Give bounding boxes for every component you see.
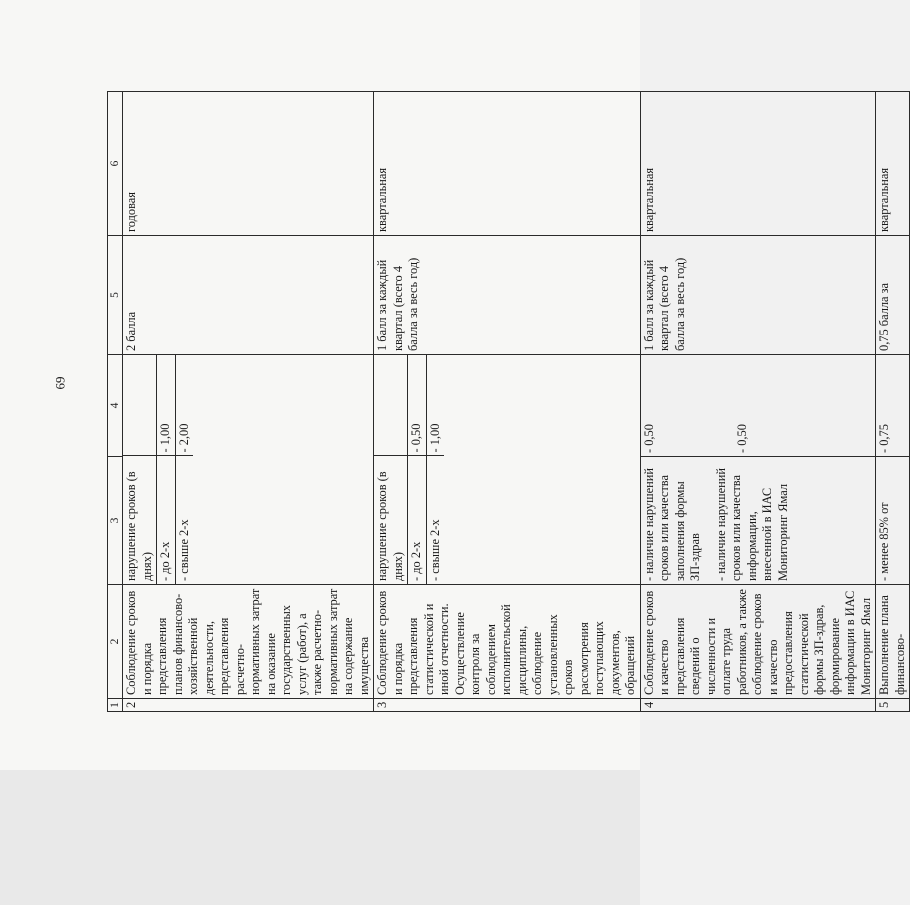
value — [374, 354, 408, 456]
score-cell: 0,75 балла за — [876, 236, 910, 355]
table-row — [123, 92, 374, 712]
table-row — [876, 92, 910, 712]
indicators-cell — [374, 355, 641, 585]
indicator: - свыше 2-х — [175, 456, 193, 584]
table-row — [374, 92, 641, 712]
score-cell: 1 балл за каждый квартал (всего 4 балла за весь год) — [374, 236, 641, 355]
period-cell: годовая — [123, 92, 374, 236]
indicators-cell — [123, 355, 374, 585]
criteria-table — [107, 91, 910, 712]
row-number: 5 — [876, 699, 910, 712]
row-number: 4 — [640, 699, 876, 712]
indicator: - наличие нарушений сроков или качества информации, внесенной в ИАС Мониторинг Ямал — [713, 467, 790, 581]
score-cell: 2 балла — [123, 236, 374, 355]
period-cell: квартальная — [640, 92, 876, 236]
header-cell: 3 — [108, 457, 123, 585]
page-number: 69 — [52, 376, 68, 390]
indicator: нарушение сроков (в днях) — [374, 456, 408, 584]
value: - 1,00 — [427, 423, 442, 453]
criterion-cell: Соблюдение сроков и порядка представления планов финансово-хозяйственной деятельности, представления расчетно-нормативных затрат на оказание государственных услуг (работ), а также расчетно-нормативных затрат на содержание имущества — [123, 585, 374, 699]
value: - 0,75 — [876, 355, 910, 457]
period-cell: квартальная — [876, 92, 910, 236]
indicator: - наличие нарушений сроков или качества заполнения формы ЗП-здрав — [641, 467, 703, 581]
row-number: 3 — [374, 699, 641, 712]
header-cell: 1 — [108, 699, 123, 712]
indicator: - менее 85% от — [876, 457, 910, 585]
value: - 2,00 — [176, 423, 191, 453]
values-cell — [640, 355, 876, 457]
rotated-table-container — [107, 92, 907, 712]
header-cell: 4 — [108, 355, 123, 457]
indicator: - до 2-х — [408, 456, 427, 584]
indicator: - до 2-х — [157, 456, 176, 584]
row-number: 2 — [123, 699, 374, 712]
header-cell: 6 — [108, 92, 123, 236]
table-row — [640, 92, 876, 712]
value: - 0,50 — [408, 354, 427, 456]
criterion-cell: Соблюдение сроков и качество представления сведений о численности и оплате труда работников, а также соблюдение сроков и качество предоставления статистической формы ЗП-здрав, формирование информации в ИАС Мониторинг Ямал — [640, 585, 876, 699]
value: - 1,00 — [157, 354, 176, 456]
indicator: - свыше 2-х — [426, 456, 444, 584]
period-cell: квартальная — [374, 92, 641, 236]
header-row — [108, 92, 123, 712]
value — [123, 354, 157, 456]
indicator: нарушение сроков (в днях) — [123, 456, 157, 584]
criterion-cell: Соблюдение сроков и порядка представления статистической и иной отчетности. Осуществление контроля за соблюдением исполнительской дисциплины, соблюдение установленных сроков рассмотрения поступающих документов, обращений — [374, 585, 641, 699]
indicators-cell — [640, 457, 876, 585]
scan-background — [0, 770, 640, 905]
header-cell: 5 — [108, 236, 123, 355]
header-cell: 2 — [108, 585, 123, 699]
score-cell: 1 балл за каждый квартал (всего 4 балла за весь год) — [640, 236, 876, 355]
value: - 0,50 — [735, 424, 750, 453]
value: - 0,50 — [641, 424, 656, 453]
criterion-cell: Выполнение плана финансово- — [876, 585, 910, 699]
